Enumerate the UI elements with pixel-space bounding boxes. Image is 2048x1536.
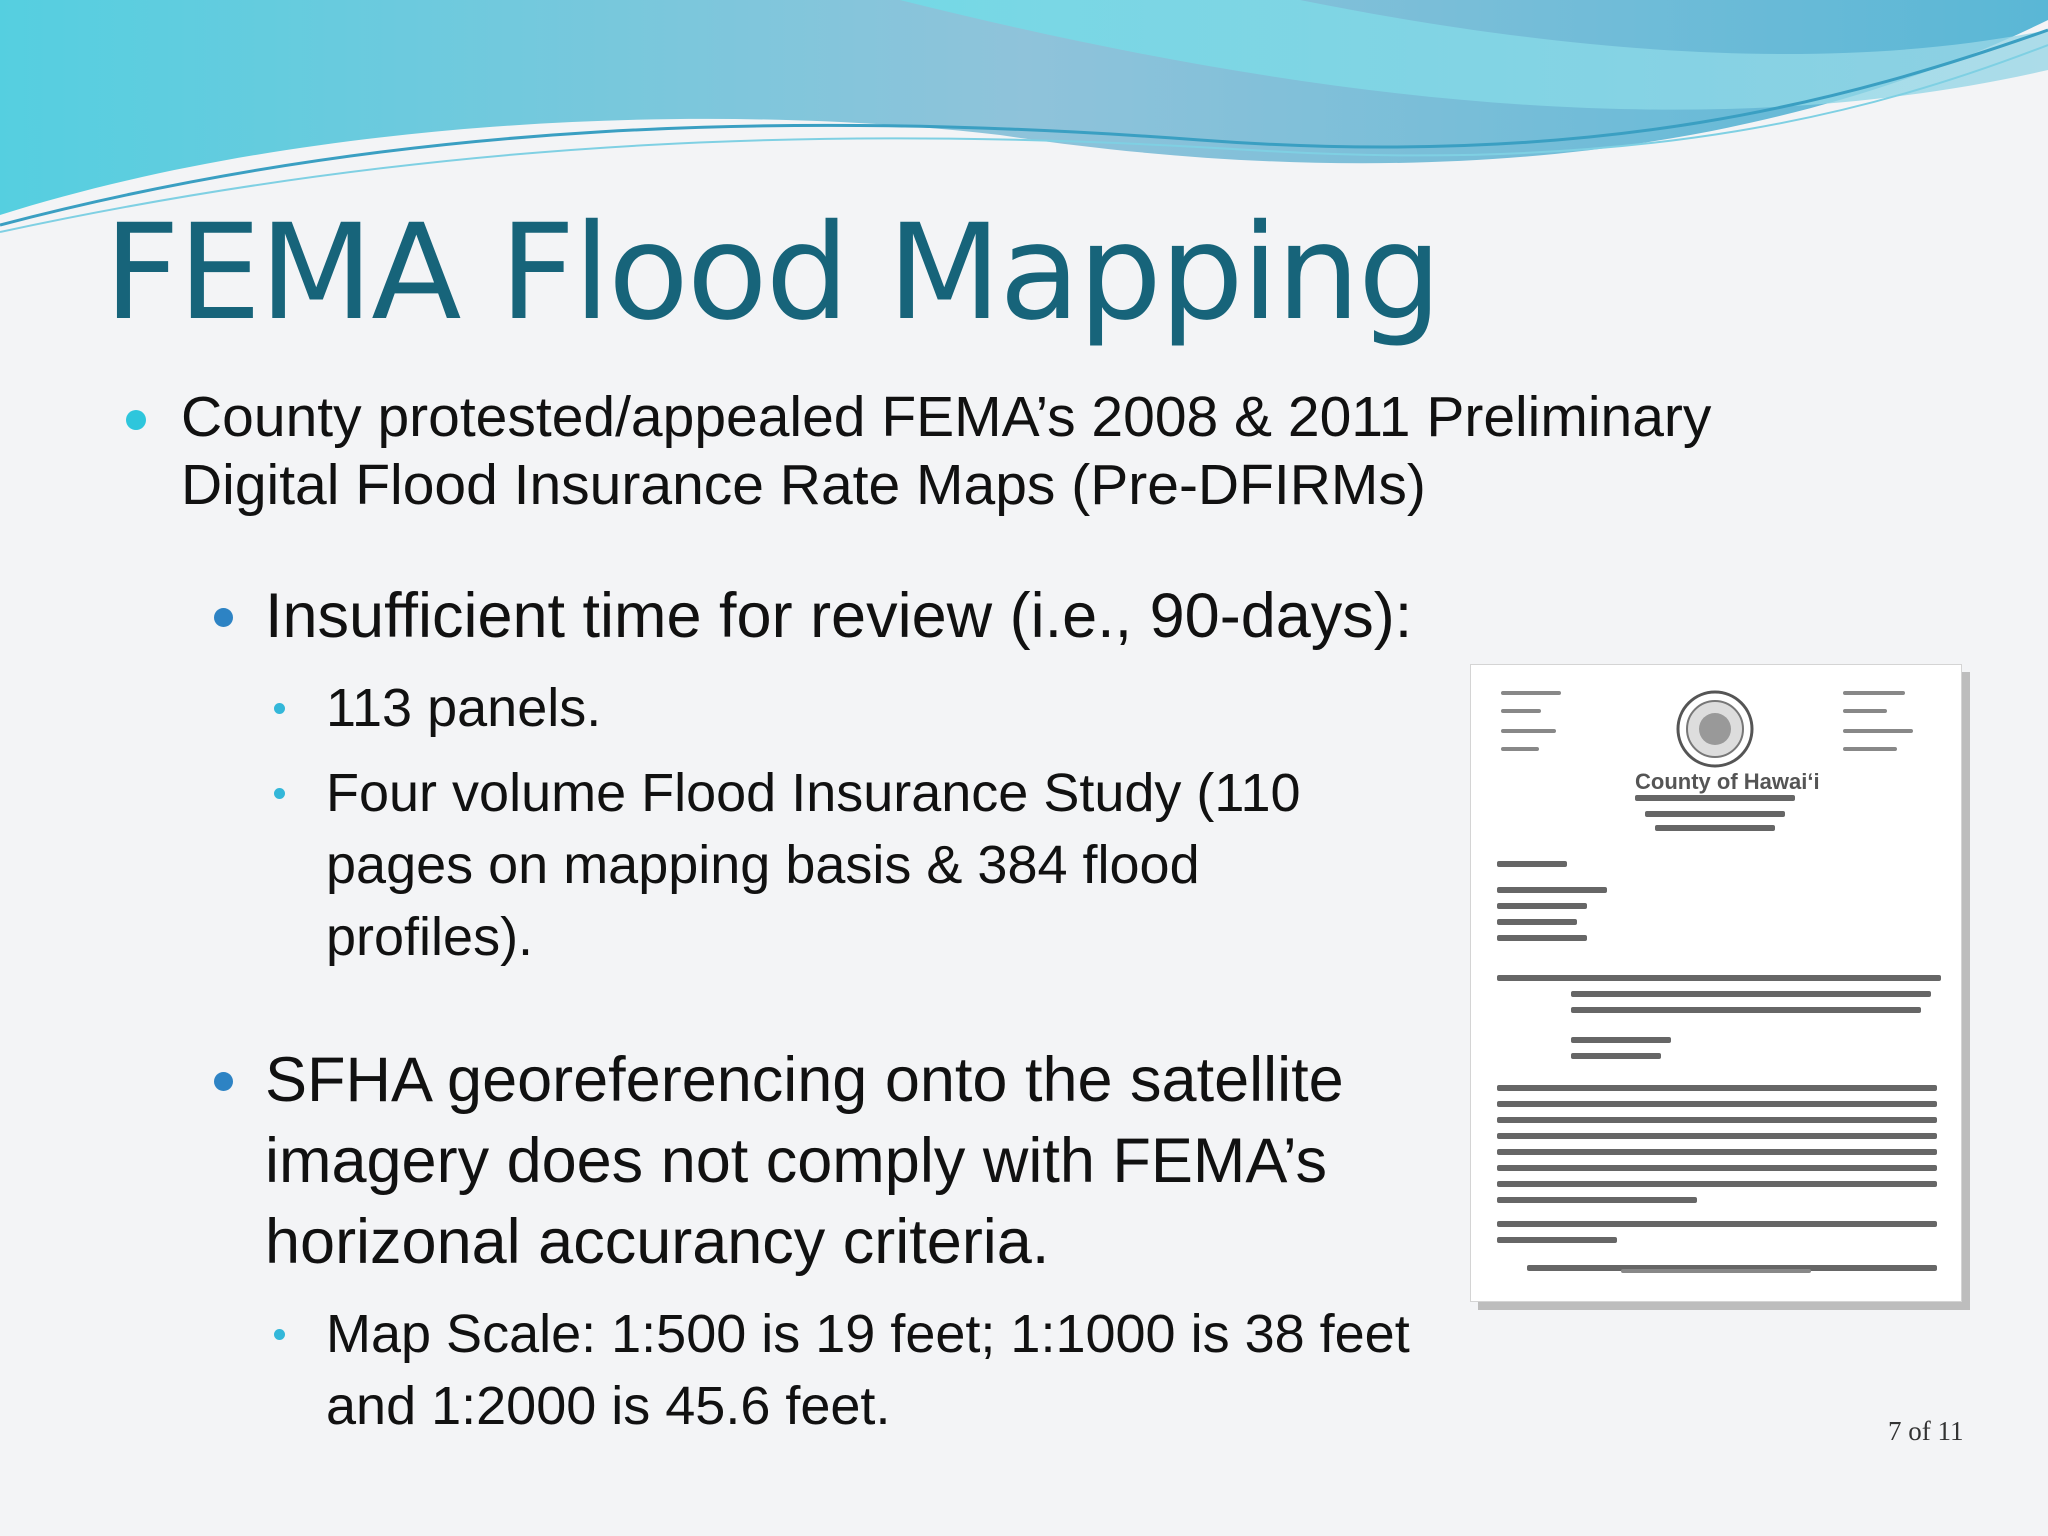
bullet-text-digital-flood-maps: Digital Flood Insurance Rate Maps (Pre-DFIRMs): [181, 453, 1426, 517]
letter-text-line: [1497, 903, 1587, 909]
letter-text-line: [1497, 1085, 1937, 1091]
letter-text-line: [1497, 887, 1607, 893]
letter-text-line: [1655, 825, 1775, 831]
letter-text-line: [1501, 729, 1556, 733]
bullet-text-insufficient-time: Insufficient time for review (i.e., 90-days):: [265, 581, 1413, 651]
letter-text-line: [1497, 1181, 1937, 1187]
letter-text-line: [1497, 1149, 1937, 1155]
letter-footer-line: [1621, 1269, 1811, 1273]
letter-text-line: [1635, 795, 1795, 801]
letter-text-line: [1571, 975, 1941, 981]
bullet-icon: [126, 410, 146, 430]
sub-bullet-text-map-scale: and 1:2000 is 45.6 feet.: [326, 1376, 891, 1436]
sub-bullet-icon: [274, 788, 285, 799]
bullet-icon: [214, 1072, 233, 1091]
bullet-text-sfha-georeferencing: imagery does not comply with FEMA’s: [265, 1126, 1328, 1196]
letter-text-line: [1501, 691, 1561, 695]
letter-text-line: [1571, 1007, 1921, 1013]
sub-bullet-text-map-scale: Map Scale: 1:500 is 19 feet; 1:1000 is 38 feet: [326, 1304, 1410, 1364]
letter-text-line: [1843, 691, 1905, 695]
page-number: 7 of 11: [1888, 1416, 1964, 1446]
bullet-text-sfha-georeferencing: SFHA georeferencing onto the satellite: [265, 1045, 1344, 1115]
letter-text-line: [1497, 935, 1587, 941]
sub-bullet-text-flood-study: pages on mapping basis & 384 flood: [326, 835, 1200, 895]
sub-bullet-icon: [274, 1329, 285, 1340]
county-seal-icon: [1675, 689, 1755, 769]
letter-text-line: [1497, 1101, 1937, 1107]
letter-text-line: [1843, 729, 1913, 733]
letter-text-line: [1497, 1197, 1697, 1203]
letter-text-line: [1497, 1117, 1937, 1123]
bullet-text-sfha-georeferencing: horizonal accurancy criteria.: [265, 1207, 1050, 1277]
county-letter-image: [1470, 664, 1962, 1302]
bullet-text-county-protested: County protested/appealed FEMA’s 2008 & 2011 Preliminary: [181, 385, 1712, 449]
letter-text-line: [1497, 919, 1577, 925]
sub-bullet-text-panels: 113 panels.: [326, 678, 602, 738]
letter-text-line: [1571, 1053, 1661, 1059]
letter-text-line: [1843, 709, 1887, 713]
letter-text-line: [1497, 1237, 1617, 1243]
letter-text-line: [1497, 975, 1577, 981]
letter-text-line: [1497, 1165, 1937, 1171]
bullet-icon: [214, 608, 233, 627]
letter-text-line: [1571, 1037, 1671, 1043]
letter-text-line: [1501, 747, 1539, 751]
sub-bullet-text-flood-study: profiles).: [326, 907, 534, 967]
slide-title: FEMA Flood Mapping: [104, 196, 1440, 350]
letter-text-line: [1571, 991, 1931, 997]
letter-text-line: [1497, 1221, 1937, 1227]
letter-text-line: [1497, 1133, 1937, 1139]
sub-bullet-text-flood-study: Four volume Flood Insurance Study (110: [326, 763, 1301, 823]
letter-text-line: [1497, 861, 1567, 867]
letter-text-line: [1843, 747, 1897, 751]
letter-text-line: [1645, 811, 1785, 817]
letterhead-text: County of Hawai‘i: [1635, 769, 1820, 794]
sub-bullet-icon: [274, 703, 285, 714]
letter-text-line: [1501, 709, 1541, 713]
